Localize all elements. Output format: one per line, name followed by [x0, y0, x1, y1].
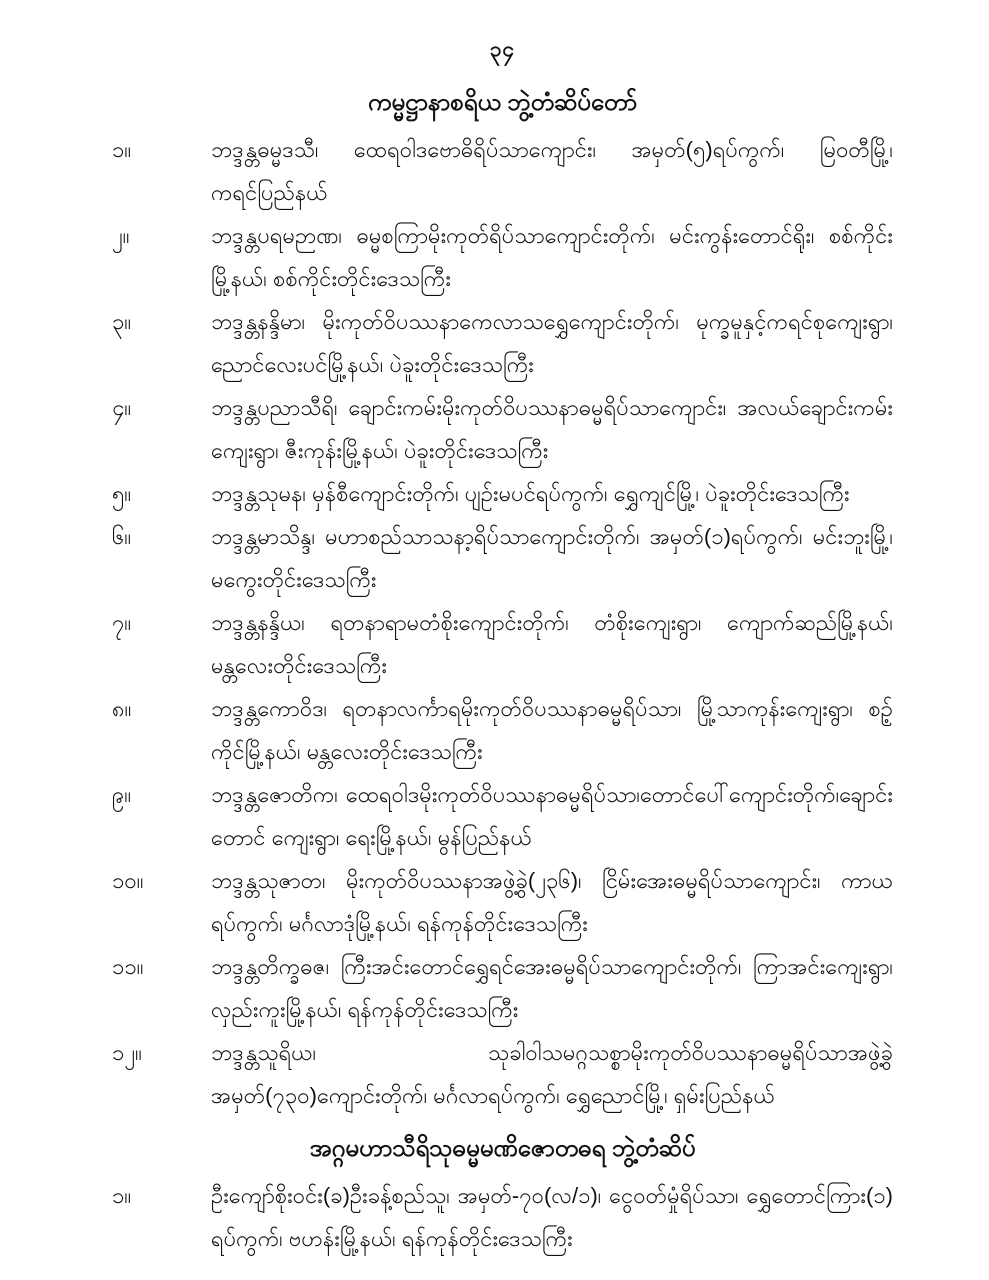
item-number: ၄။ — [112, 395, 132, 420]
item-text: ဘဒ္ဒန္တမာသိန္ဒ၊ မဟာစည်သာသနာ့ရိပ်သာကျောင်းတိုက်၊ အမှတ်(၁)ရပ်ကွက်၊ မင်းဘူးမြို့၊ မကွေးတိုင်းဒေသကြီး — [211, 524, 893, 592]
page-number: ၃၄ — [489, 38, 516, 61]
item-text: ဦးကျော်စိုးဝင်း(ခ)ဦးခန့်စည်သူ၊ အမှတ်-၇၀(လ/၁)၊ ငွေဝတ်မှုံရိပ်သာ၊ ရွှေတောင်ကြား(၁) ရပ်ကွက်၊ ဗဟန်းမြို့နယ်၊ ရန်ကုန်တိုင်းဒေသကြီး — [211, 1183, 893, 1251]
item-text: ဘဒ္ဒန္တနန္ဒိမာ၊ မိုးကုတ်ဝိပဿနာကေလာသရွှေကျောင်းတိုက်၊ မုက္ခမူနှင့်ကရင်စုကျေးရွာ၊ ညောင်လေးပင်မြို့နယ်၊ ပဲခူးတိုင်းဒေသကြီး — [211, 309, 893, 377]
item-text: ဘဒ္ဒန္တသူရိယ၊ သုခါဝါသမဂ္ဂသစ္စာမိုးကုတ်ဝိပဿနာဓမ္မရိပ်သာအဖွဲ့ခွဲအမှတ်(၇၃၀)ကျောင်းတိုက်၊ မင်္ဂလာရပ်ကွက်၊ ရွှေညောင်မြို့၊ ရှမ်းပြည်နယ် — [211, 1040, 893, 1108]
list-item — [100, 945, 905, 1031]
item-number: ၆။ — [112, 524, 132, 549]
item-text: ဘဒ္ဒန္တဇောတိက၊ ထေရဝါဒမိုးကုတ်ဝိပဿနာဓမ္မရိပ်သာ၊တောင်ပေါ်ကျောင်းတိုက်၊ချောင်းတောင် ကျေးရွာ၊ ရေးမြို့နယ်၊ မွန်ပြည်နယ် — [211, 782, 893, 850]
item-number: ၁၂။ — [112, 1040, 142, 1065]
list-item — [100, 773, 905, 859]
item-text: ဘဒ္ဒန္တတိက္ခဓဇ၊ ကြီးအင်းတောင်ရွှေရင်အေးဓမ္မရိပ်သာကျောင်းတိုက်၊ ကြာအင်းကျေးရွာ၊ လှည်းကူးမြို့နယ်၊ ရန်ကုန်တိုင်းဒေသကြီး — [211, 954, 893, 1022]
item-text: ဘဒ္ဒန္တကောဝိဒ၊ ရတနာလင်္ကာရမိုးကုတ်ဝိပဿနာဓမ္မရိပ်သာ၊ မြို့သာကုန်းကျေးရွာ၊ စဉ့်ကိုင်မြို့နယ်၊ မန္တလေးတိုင်းဒေသကြီး — [211, 696, 893, 764]
list-item — [100, 601, 905, 687]
awardee-list-section-1 — [100, 128, 905, 1117]
item-number: ၁၁။ — [112, 954, 144, 979]
list-item — [100, 859, 905, 945]
item-number: ၃။ — [112, 309, 132, 334]
section-title-aggamaha-siri-sudhamma: အဂ္ဂမဟာသီရိသုဓမ္မမဏိဇောတဓရ ဘွဲ့တံဆိပ် — [309, 1135, 696, 1162]
list-item — [100, 386, 905, 472]
item-number: ၇။ — [112, 610, 132, 635]
section-title-kammatthanacariya: ကမ္မဋ္ဌာနာစရိယ ဘွဲ့တံဆိပ်တော် — [367, 89, 638, 116]
item-text: ဘဒ္ဒန္တပရမဉာဏ၊ ဓမ္မစကြာမိုးကုတ်ရိပ်သာကျောင်းတိုက်၊ မင်းကွန်းတောင်ရိုး၊ စစ်ကိုင်းမြို့နယ်၊ စစ်ကိုင်းတိုင်းဒေသကြီး — [211, 223, 893, 291]
item-number: ၁၀။ — [112, 868, 144, 893]
awardee-list-section-2 — [100, 1174, 905, 1260]
item-text: ဘဒ္ဒန္တသုမန၊ မှန်စီကျောင်းတိုက်၊ ပျဉ်းမပင်ရပ်ကွက်၊ ရွှေကျင်မြို့၊ ပဲခူးတိုင်းဒေသကြီး — [211, 481, 850, 506]
list-item — [100, 1031, 905, 1117]
item-number: ၁။ — [112, 1183, 132, 1208]
list-item — [100, 472, 905, 515]
item-text: ဘဒ္ဒန္တနန္ဒိယ၊ ရတနာရာမတံစိုးကျောင်းတိုက်၊ တံစိုးကျေးရွာ၊ ကျောက်ဆည်မြို့နယ်၊ မန္တလေးတိုင်းဒေသကြီး — [211, 610, 893, 678]
list-item — [100, 300, 905, 386]
item-number: ၂။ — [112, 223, 130, 248]
list-item — [100, 214, 905, 300]
list-item — [100, 687, 905, 773]
item-number: ၅။ — [112, 481, 132, 506]
list-item — [100, 128, 905, 214]
item-number: ၁။ — [112, 137, 132, 162]
list-item — [100, 515, 905, 601]
item-text: ဘဒ္ဒန္တဓမ္မဒသီ၊ ထေရဝါဒဗောဓိရိပ်သာကျောင်း၊ အမှတ်(၅)ရပ်ကွက်၊ မြဝတီမြို့၊ ကရင်ပြည်နယ် — [211, 137, 893, 205]
item-text: ဘဒ္ဒန္တသုဇာတ၊ မိုးကုတ်ဝိပဿနာအဖွဲ့ခွဲ(၂၃၆)၊ ငြိမ်းအေးဓမ္မရိပ်သာကျောင်း၊ ကာယရပ်ကွက်၊ မင်္ဂလာဒုံမြို့နယ်၊ ရန်ကုန်တိုင်းဒေသကြီး — [211, 868, 893, 936]
list-item — [100, 1174, 905, 1260]
item-number: ၉။ — [112, 782, 132, 807]
item-text: ဘဒ္ဒန္တပညာသီရိ၊ ချောင်းကမ်းမိုးကုတ်ဝိပဿနာဓမ္မရိပ်သာကျောင်း၊ အလယ်ချောင်းကမ်းကျေးရွာ၊ ဇီးကုန်းမြို့နယ်၊ ပဲခူးတိုင်းဒေသကြီး — [211, 395, 893, 463]
item-number: ၈။ — [112, 696, 132, 721]
